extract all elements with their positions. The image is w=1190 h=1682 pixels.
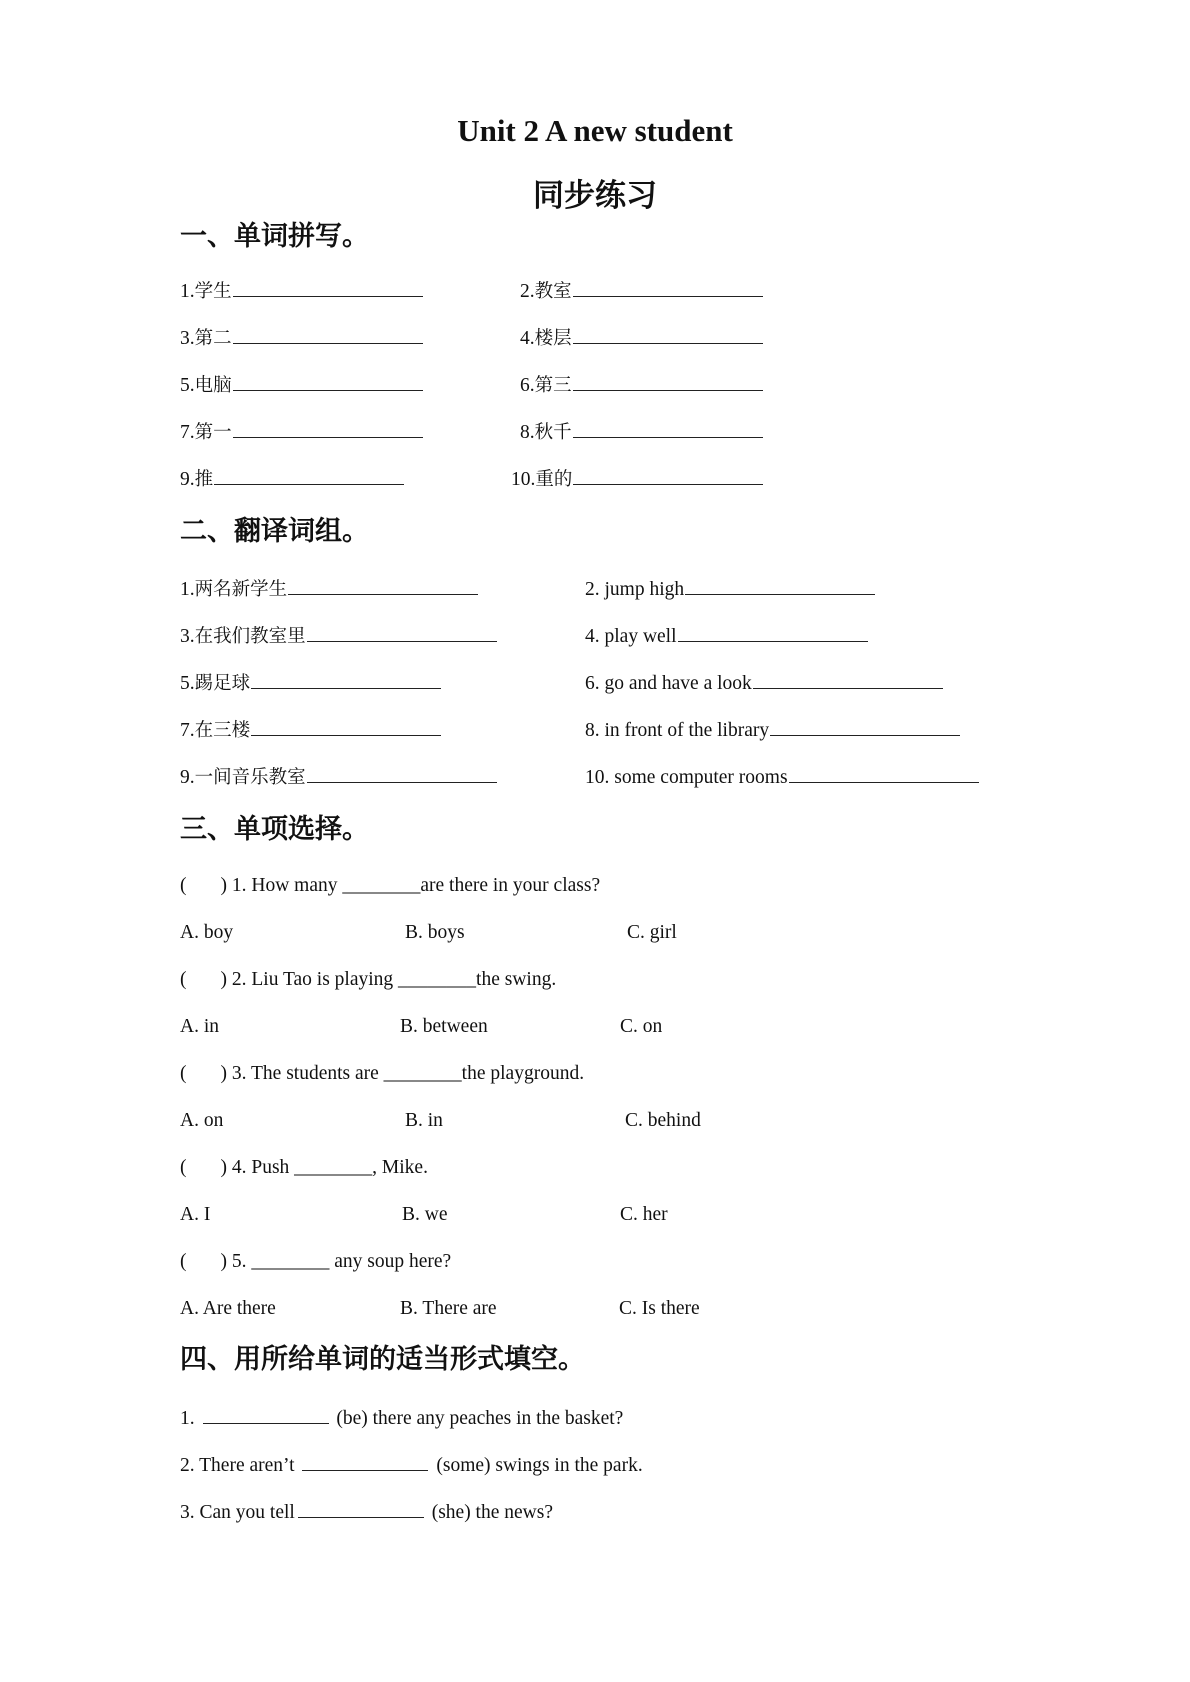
answer-blank[interactable] [251, 669, 441, 689]
item-number: 2. [520, 281, 535, 302]
item-text-before: 1. [180, 1408, 200, 1429]
translation-item [180, 763, 497, 791]
answer-paren[interactable]: ( [180, 1157, 187, 1178]
answer-blank[interactable] [233, 371, 423, 391]
item-number: 3. [180, 328, 195, 349]
item-number: 1. [180, 579, 195, 600]
option-c: C. Is there [619, 1298, 700, 1319]
answer-blank[interactable] [233, 324, 423, 344]
fill-item [180, 1404, 623, 1432]
item-number: 10. [511, 469, 536, 490]
option-c: C. girl [627, 922, 677, 943]
item-number: 3. [180, 626, 195, 647]
item-word: 秋千 [534, 422, 572, 443]
answer-blank[interactable] [789, 763, 979, 783]
translation-item [180, 622, 497, 650]
answer-blank[interactable] [685, 575, 875, 595]
spelling-item [520, 418, 763, 446]
question-2 [180, 967, 556, 993]
spelling-item [180, 324, 423, 352]
translation-item [585, 763, 979, 791]
item-text-after: (be) there any peaches in the basket? [331, 1408, 624, 1429]
answer-paren[interactable]: ( [180, 1251, 187, 1272]
item-number: 9. [180, 767, 195, 788]
section-3-heading: 三、单项选择。 [180, 814, 369, 845]
answer-blank[interactable] [573, 277, 763, 297]
answer-blank[interactable] [203, 1404, 329, 1424]
item-phrase: in front of the library [599, 720, 770, 741]
item-word: 推 [194, 469, 214, 490]
translation-item [180, 669, 441, 697]
translation-item [180, 575, 478, 603]
item-word: 电脑 [194, 375, 232, 396]
answer-blank[interactable] [678, 622, 868, 642]
item-word: 重的 [535, 469, 573, 490]
item-number: 6. [520, 375, 535, 396]
answer-blank[interactable] [302, 1451, 428, 1471]
item-text-before: 3. Can you tell [180, 1502, 295, 1523]
answer-blank[interactable] [753, 669, 943, 689]
item-phrase: 一间音乐教室 [194, 767, 306, 788]
item-phrase: play well [599, 626, 677, 647]
answer-blank[interactable] [233, 418, 423, 438]
answer-blank[interactable] [214, 465, 404, 485]
item-word: 第三 [534, 375, 572, 396]
worksheet-subtitle: 同步练习 [533, 178, 657, 214]
spelling-item [180, 277, 423, 305]
option-b: B. boys [405, 922, 465, 943]
option-b: B. we [402, 1204, 448, 1225]
question-3 [180, 1061, 584, 1087]
option-a: A. in [180, 1016, 219, 1037]
answer-paren[interactable]: ( [180, 1063, 187, 1084]
section-2-heading: 二、翻译词组。 [180, 516, 369, 547]
answer-blank[interactable] [307, 622, 497, 642]
worksheet-title: Unit 2 A new student [457, 113, 733, 148]
option-a: A. boy [180, 922, 234, 943]
section-1-heading: 一、单词拼写。 [180, 221, 369, 252]
item-number: 9. [180, 469, 195, 490]
answer-blank[interactable] [298, 1498, 424, 1518]
option-b: B. between [400, 1016, 488, 1037]
spelling-item [180, 371, 423, 399]
question-stem: ) 5. ________ any soup here? [220, 1251, 452, 1272]
answer-blank[interactable] [251, 716, 441, 736]
answer-paren[interactable]: ( [180, 875, 187, 896]
question-stem: ) 2. Liu Tao is playing ________the swing. [220, 969, 557, 990]
item-phrase: some computer rooms [609, 767, 788, 788]
item-phrase: go and have a look [599, 673, 752, 694]
answer-blank[interactable] [573, 371, 763, 391]
option-a: A. Are there [180, 1298, 276, 1319]
option-c: C. on [620, 1016, 663, 1037]
item-number: 10. [585, 767, 610, 788]
question-5 [180, 1249, 451, 1275]
item-phrase: 在三楼 [194, 720, 251, 741]
item-number: 7. [180, 720, 195, 741]
spelling-item [520, 324, 763, 352]
item-phrase: 踢足球 [194, 673, 251, 694]
item-number: 4. [520, 328, 535, 349]
item-text-after: (some) swings in the park. [431, 1455, 643, 1476]
option-c: C. her [620, 1204, 668, 1225]
fill-item [180, 1498, 553, 1526]
option-a: A. I [180, 1204, 211, 1225]
option-a: A. on [180, 1110, 224, 1131]
translation-item [585, 622, 868, 650]
item-phrase: jump high [599, 579, 685, 600]
item-word: 学生 [194, 281, 232, 302]
question-4 [180, 1155, 428, 1181]
item-word: 第二 [194, 328, 232, 349]
item-word: 教室 [534, 281, 572, 302]
translation-item [180, 716, 441, 744]
item-word: 楼层 [534, 328, 572, 349]
item-number: 2. [585, 579, 600, 600]
item-number: 8. [585, 720, 600, 741]
item-number: 5. [180, 673, 195, 694]
answer-blank[interactable] [288, 575, 478, 595]
answer-blank[interactable] [307, 763, 497, 783]
translation-item [585, 669, 943, 697]
spelling-item [180, 418, 423, 446]
spelling-item [520, 371, 763, 399]
answer-paren[interactable]: ( [180, 969, 187, 990]
answer-blank[interactable] [573, 418, 763, 438]
spelling-item [511, 465, 763, 493]
question-stem: ) 4. Push ________, Mike. [220, 1157, 428, 1178]
item-text-before: 2. There aren’t [180, 1455, 300, 1476]
fill-item [180, 1451, 643, 1479]
item-number: 1. [180, 281, 195, 302]
question-1 [180, 873, 600, 899]
item-number: 6. [585, 673, 600, 694]
spelling-item [180, 465, 404, 493]
item-phrase: 在我们教室里 [194, 626, 306, 647]
item-word: 第一 [194, 422, 232, 443]
section-4-heading: 四、用所给单词的适当形式填空。 [180, 1344, 585, 1375]
translation-item [585, 716, 960, 744]
item-number: 7. [180, 422, 195, 443]
option-c: C. behind [625, 1110, 701, 1131]
item-phrase: 两名新学生 [194, 579, 288, 600]
answer-blank[interactable] [233, 277, 423, 297]
question-stem: ) 3. The students are ________the playground. [220, 1063, 585, 1084]
spelling-item [520, 277, 763, 305]
item-number: 8. [520, 422, 535, 443]
option-b: B. There are [400, 1298, 497, 1319]
item-number: 5. [180, 375, 195, 396]
item-number: 4. [585, 626, 600, 647]
answer-blank[interactable] [573, 324, 763, 344]
question-stem: ) 1. How many ________are there in your class? [220, 875, 601, 896]
item-text-after: (she) the news? [426, 1502, 553, 1523]
option-b: B. in [405, 1110, 443, 1131]
translation-item [585, 575, 875, 603]
answer-blank[interactable] [770, 716, 960, 736]
answer-blank[interactable] [573, 465, 763, 485]
